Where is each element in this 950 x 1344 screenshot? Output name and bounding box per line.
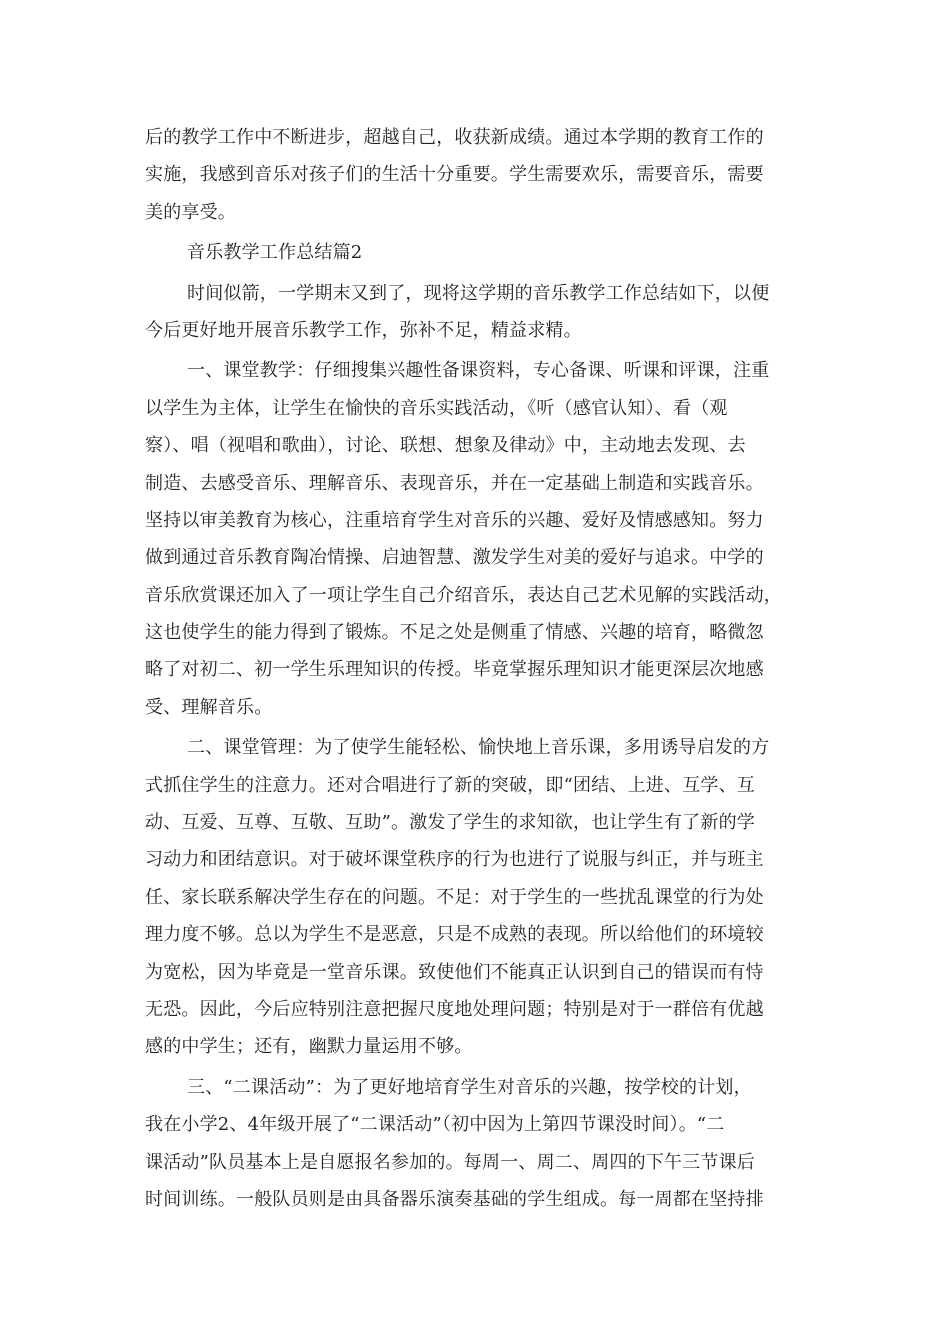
text-line: 无恐。因此，今后应特别注意把握尺度地处理问题；特别是对于一群倍有优越 — [145, 998, 764, 1020]
section-title — [145, 234, 807, 271]
text-line: 三、“二课活动”：为了更好地培育学生对音乐的兴趣，按学校的计划， — [187, 1076, 752, 1098]
text-line: 以学生为主体，让学生在愉快的音乐实践活动，《听（感官认知）、看（观 — [145, 397, 728, 419]
paragraph-intro — [145, 119, 807, 231]
text-line: 受、理解音乐。 — [145, 696, 273, 718]
text-line: 察）、唱（视唱和歌曲），讨论、联想、想象及律动》中，主动地去发现、去 — [145, 435, 746, 457]
text-line: 音乐欣赏课还加入了一项让学生自己介绍音乐，表达自己艺术见解的实践活动， — [145, 584, 782, 606]
text-line: 一、课堂教学：仔细搜集兴趣性备课资料，专心备课、听课和评课，注重 — [187, 360, 770, 382]
text-line: 制造、去感受音乐、理解音乐、表现音乐，并在一定基础上制造和实践音乐。 — [145, 472, 764, 494]
text-line: 式抓住学生的注意力。还对合唱进行了新的突破，即“团结、上进、互学、互 — [145, 774, 755, 796]
document-body — [145, 119, 807, 1218]
text-line: 动、互爱、互尊、互敬、互助”。激发了学生的求知欲，也让学生有了新的学 — [145, 812, 755, 834]
text-line: 二、课堂管理：为了使学生能轻松、愉快地上音乐课，多用诱导启发的方 — [187, 737, 770, 759]
section-title-text: 音乐教学工作总结篇2 — [187, 242, 363, 264]
paragraph-opening — [145, 275, 807, 350]
text-line: 美的享受。 — [145, 201, 236, 223]
paragraph-extracurricular — [145, 1069, 807, 1219]
text-line: 任、家长联系解决学生存在的问题。不足：对于学生的一些扰乱课堂的行为处 — [145, 886, 764, 908]
text-line: 理力度不够。总以为学生不是恶意，只是不成熟的表现。所以给他们的环境较 — [145, 924, 764, 946]
paragraph-classroom-management — [145, 729, 807, 1066]
text-line: 习动力和团结意识。对于破坏课堂秩序的行为也进行了说服与纠正，并与班主 — [145, 849, 764, 871]
text-line: 后的教学工作中不断进步，超越自己，收获新成绩。通过本学期的教育工作的 — [145, 127, 764, 148]
text-line: 坚持以审美教育为核心，注重培育学生对音乐的兴趣、爱好及情感感知。努力 — [145, 509, 764, 531]
text-line: 做到通过音乐教育陶冶情操、启迪智慧、激发学生对美的爱好与追求。中学的 — [145, 547, 764, 569]
text-line: 实施，我感到音乐对孩子们的生活十分重要。学生需要欢乐，需要音乐，需要 — [145, 164, 764, 186]
text-line: 这也使学生的能力得到了锻炼。不足之处是侧重了情感、兴趣的培育，略微忽 — [145, 622, 764, 644]
text-line: 略了对初二、初一学生乐理知识的传授。毕竟掌握乐理知识才能更深层次地感 — [145, 659, 764, 681]
text-line: 课活动”队员基本上是自愿报名参加的。每周一、周二、周四的下午三节课后 — [145, 1151, 755, 1173]
text-line: 我在小学2、4年级开展了“二课活动”（初中因为上第四节课没时间）。“二 — [145, 1114, 725, 1136]
paragraph-classroom-teaching — [145, 352, 807, 726]
text-line: 感的中学生；还有，幽默力量运用不够。 — [145, 1036, 473, 1058]
text-line: 今后更好地开展音乐教学工作，弥补不足，精益求精。 — [145, 319, 582, 341]
text-line: 为宽松，因为毕竟是一堂音乐课。致使他们不能真正认识到自己的错误而有恃 — [145, 961, 764, 983]
text-line: 时间训练。一般队员则是由具备器乐演奏基础的学生组成。每一周都在坚持排 — [145, 1188, 764, 1210]
text-line: 时间似箭，一学期末又到了，现将这学期的音乐教学工作总结如下，以便 — [187, 282, 770, 304]
